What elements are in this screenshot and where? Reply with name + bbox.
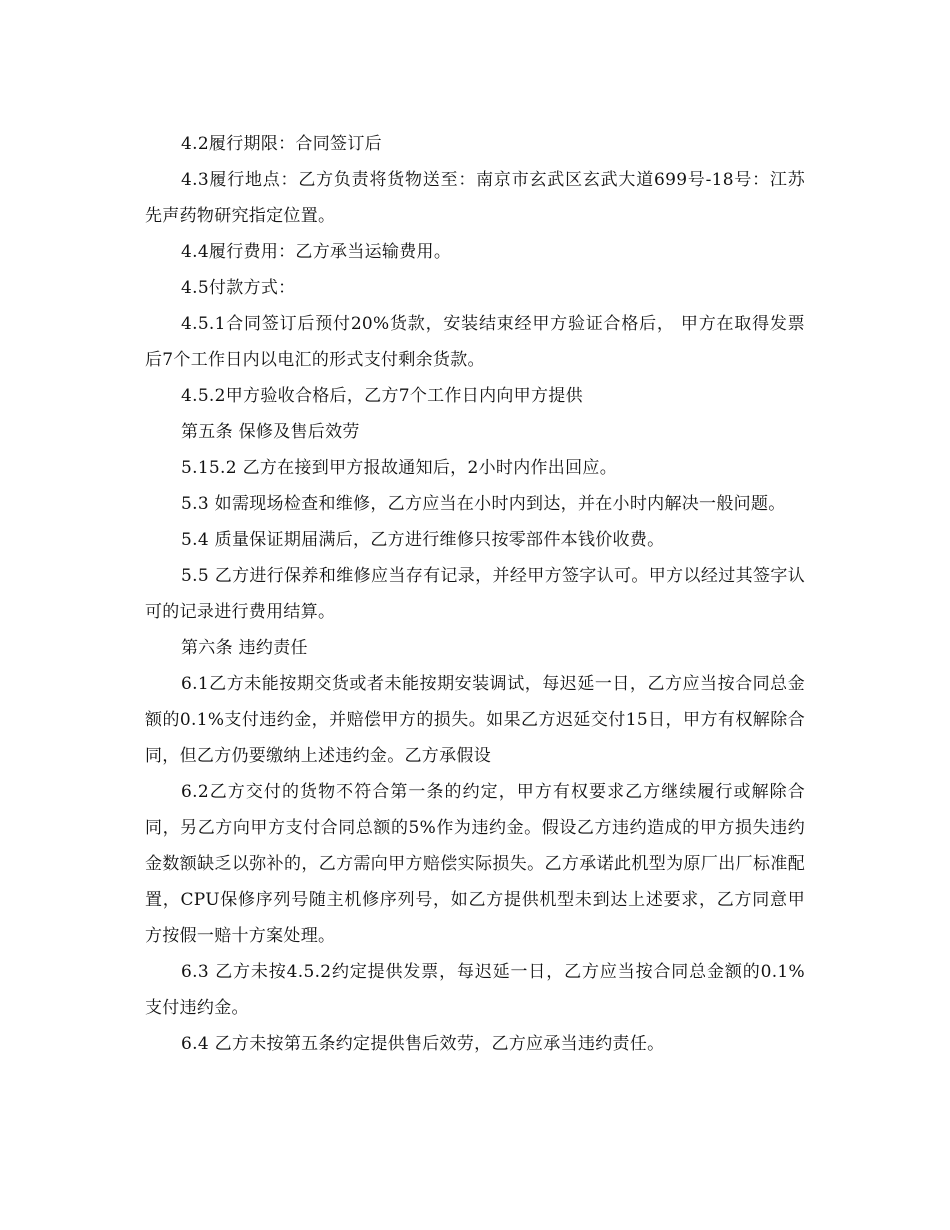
clause-4-2-performance-period: 4.2履行期限：合同签订后 <box>181 134 382 154</box>
clause-6-4-after-sales: 6.4 乙方未按第五条约定提供售后效劳，乙方应承当违约责任。 <box>181 1034 665 1054</box>
clause-5-5-maintenance-records: 5.5 乙方进行保养和维修应当存有记录，并经甲方签字认可。甲方以经过其签字认可的记录进行费用结算。 <box>145 566 805 622</box>
clause-4-4-performance-cost: 4.4履行费用：乙方承当运输费用。 <box>181 242 452 262</box>
clause-4-5-payment-method: 4.5付款方式： <box>181 278 296 298</box>
clause-4-5-1-prepayment: 4.5.1合同签订后预付20%货款，安装结束经甲方验证合格后， 甲方在取得发票后7个工作日内以电汇的形式支付剩余货款。 <box>145 314 805 370</box>
clause-6-2-nonconforming-goods: 6.2乙方交付的货物不符合第一条的约定，甲方有权要求乙方继续履行或解除合同，另乙方向甲方支付合同总额的5%作为违约金。假设乙方违约造成的甲方损失违约金数额缺乏以弥补的，乙方需向甲方赔偿实际损失。乙方承诺此机型为原厂出厂标准配置，CPU保修序列号随主机修序列号，如乙方提供机型未到达上述要求，乙方同意甲方按假一赔十方案处理。 <box>145 782 805 946</box>
article-6-heading: 第六条 违约责任 <box>181 638 308 658</box>
clause-6-3-invoice-delay: 6.3 乙方未按4.5.2约定提供发票，每迟延一日，乙方应当按合同总金额的0.1%支付违约金。 <box>145 962 805 1018</box>
clause-5-4-post-warranty: 5.4 质量保证期届满后，乙方进行维修只按零部件本钱价收费。 <box>181 530 665 550</box>
clause-4-5-2-acceptance: 4.5.2甲方验收合格后，乙方7个工作日内向甲方提供 <box>181 386 583 406</box>
clause-5-15-2-response: 5.15.2 乙方在接到甲方报故通知后，2小时内作出回应。 <box>181 458 617 478</box>
clause-4-3-performance-location: 4.3履行地点：乙方负责将货物送至：南京市玄武区玄武大道699号-18号：江苏先声药物研究指定位置。 <box>145 170 805 226</box>
article-5-heading: 第五条 保修及售后效劳 <box>181 422 360 442</box>
clause-5-3-onsite-repair: 5.3 如需现场检查和维修，乙方应当在小时内到达，并在小时内解决一般问题。 <box>181 494 786 514</box>
clause-6-1-late-delivery: 6.1乙方未能按期交货或者未能按期安装调试，每迟延一日，乙方应当按合同总金额的0.1%支付违约金，并赔偿甲方的损失。如果乙方迟延交付15日，甲方有权解除合同，但乙方仍要缴纳上述违约金。乙方承假设 <box>145 674 805 766</box>
